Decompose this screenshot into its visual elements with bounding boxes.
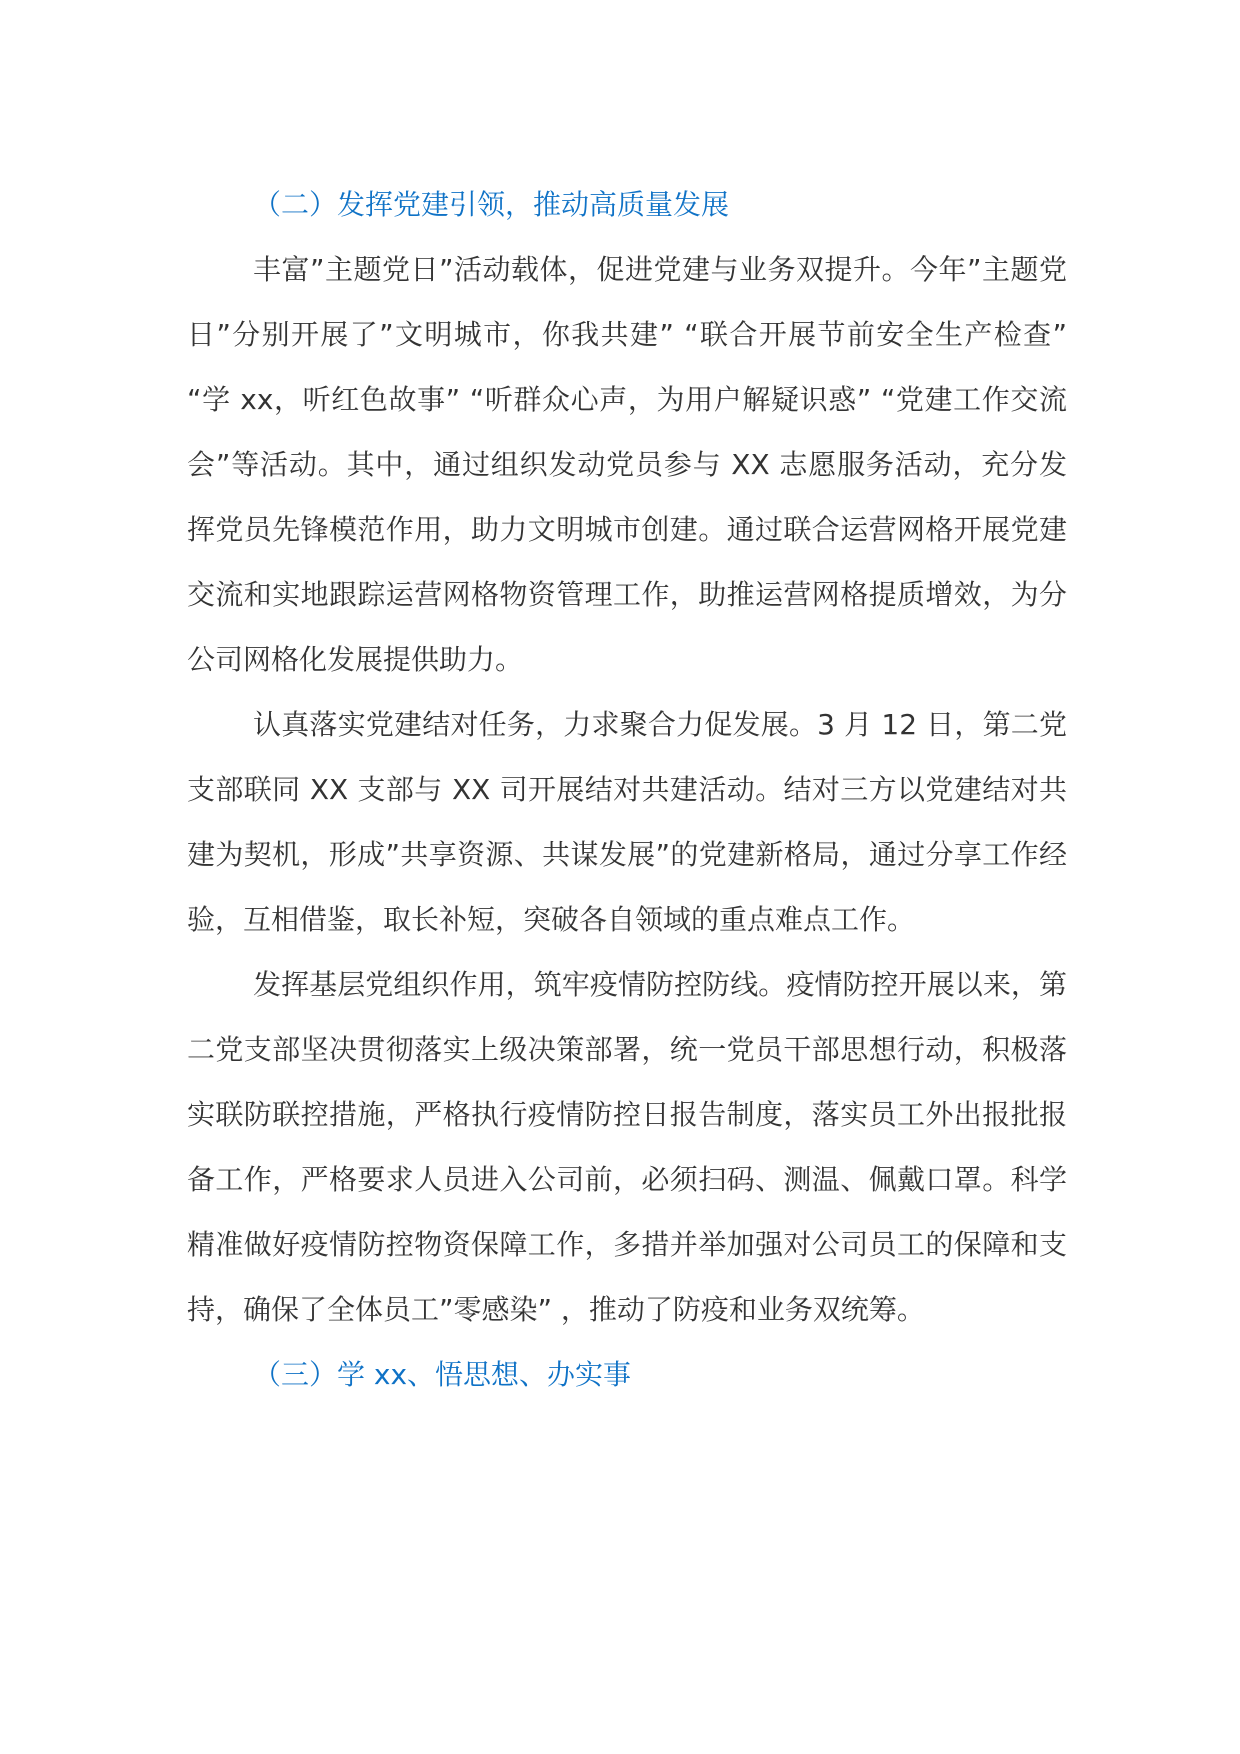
section-heading-3: （三）学 xx、悟思想、办实事 [253, 1358, 632, 1391]
paragraph-epidemic-prevention: 发挥基层党组织作用，筑牢疫情防控防线。疫情防控开展以来，第二党支部坚决贯彻落实上级决策部署，统一党员干部思想行动，积极落实联防联控措施，严格执行疫情防控日报告制度，落实员工外出报批报备工作，严格要求人员进入公司前，必须扫码、测温、佩戴口罩。科学精准做好疫情防控物资保障工作，多措并举加强对公司员工的保障和支持，确保了全体员工”零感染” ，推动了防疫和业务双统筹。 [187, 968, 1067, 1326]
paragraph-pairing-task: 认真落实党建结对任务，力求聚合力促发展。3 月 12 日，第二党支部联同 XX 支部与 XX 司开展结对共建活动。结对三方以党建结对共建为契机，形成”共享资源、共谋发展”的党建新格局，通过分享工作经验，互相借鉴，取长补短，突破各自领域的重点难点工作。 [187, 708, 1067, 936]
paragraph-theme-party-day: 丰富”主题党日”活动载体，促进党建与业务双提升。今年”主题党日”分别开展了”文明城市，你我共建” “联合开展节前安全生产检查” “学 xx，听红色故事” “听群众心声，为用户解疑识惑” “党建工作交流会”等活动。其中，通过组织发动党员参与 XX 志愿服务活动，充分发挥党员先锋模范作用，助力文明城市创建。通过联合运营网格开展党建交流和实地跟踪运营网格物资管理工作，助推运营网格提质增效，为分公司网格化发展提供助力。 [187, 253, 1067, 676]
document-body [187, 172, 1067, 1407]
section-heading-2: （二）发挥党建引领，推动高质量发展 [253, 188, 730, 221]
